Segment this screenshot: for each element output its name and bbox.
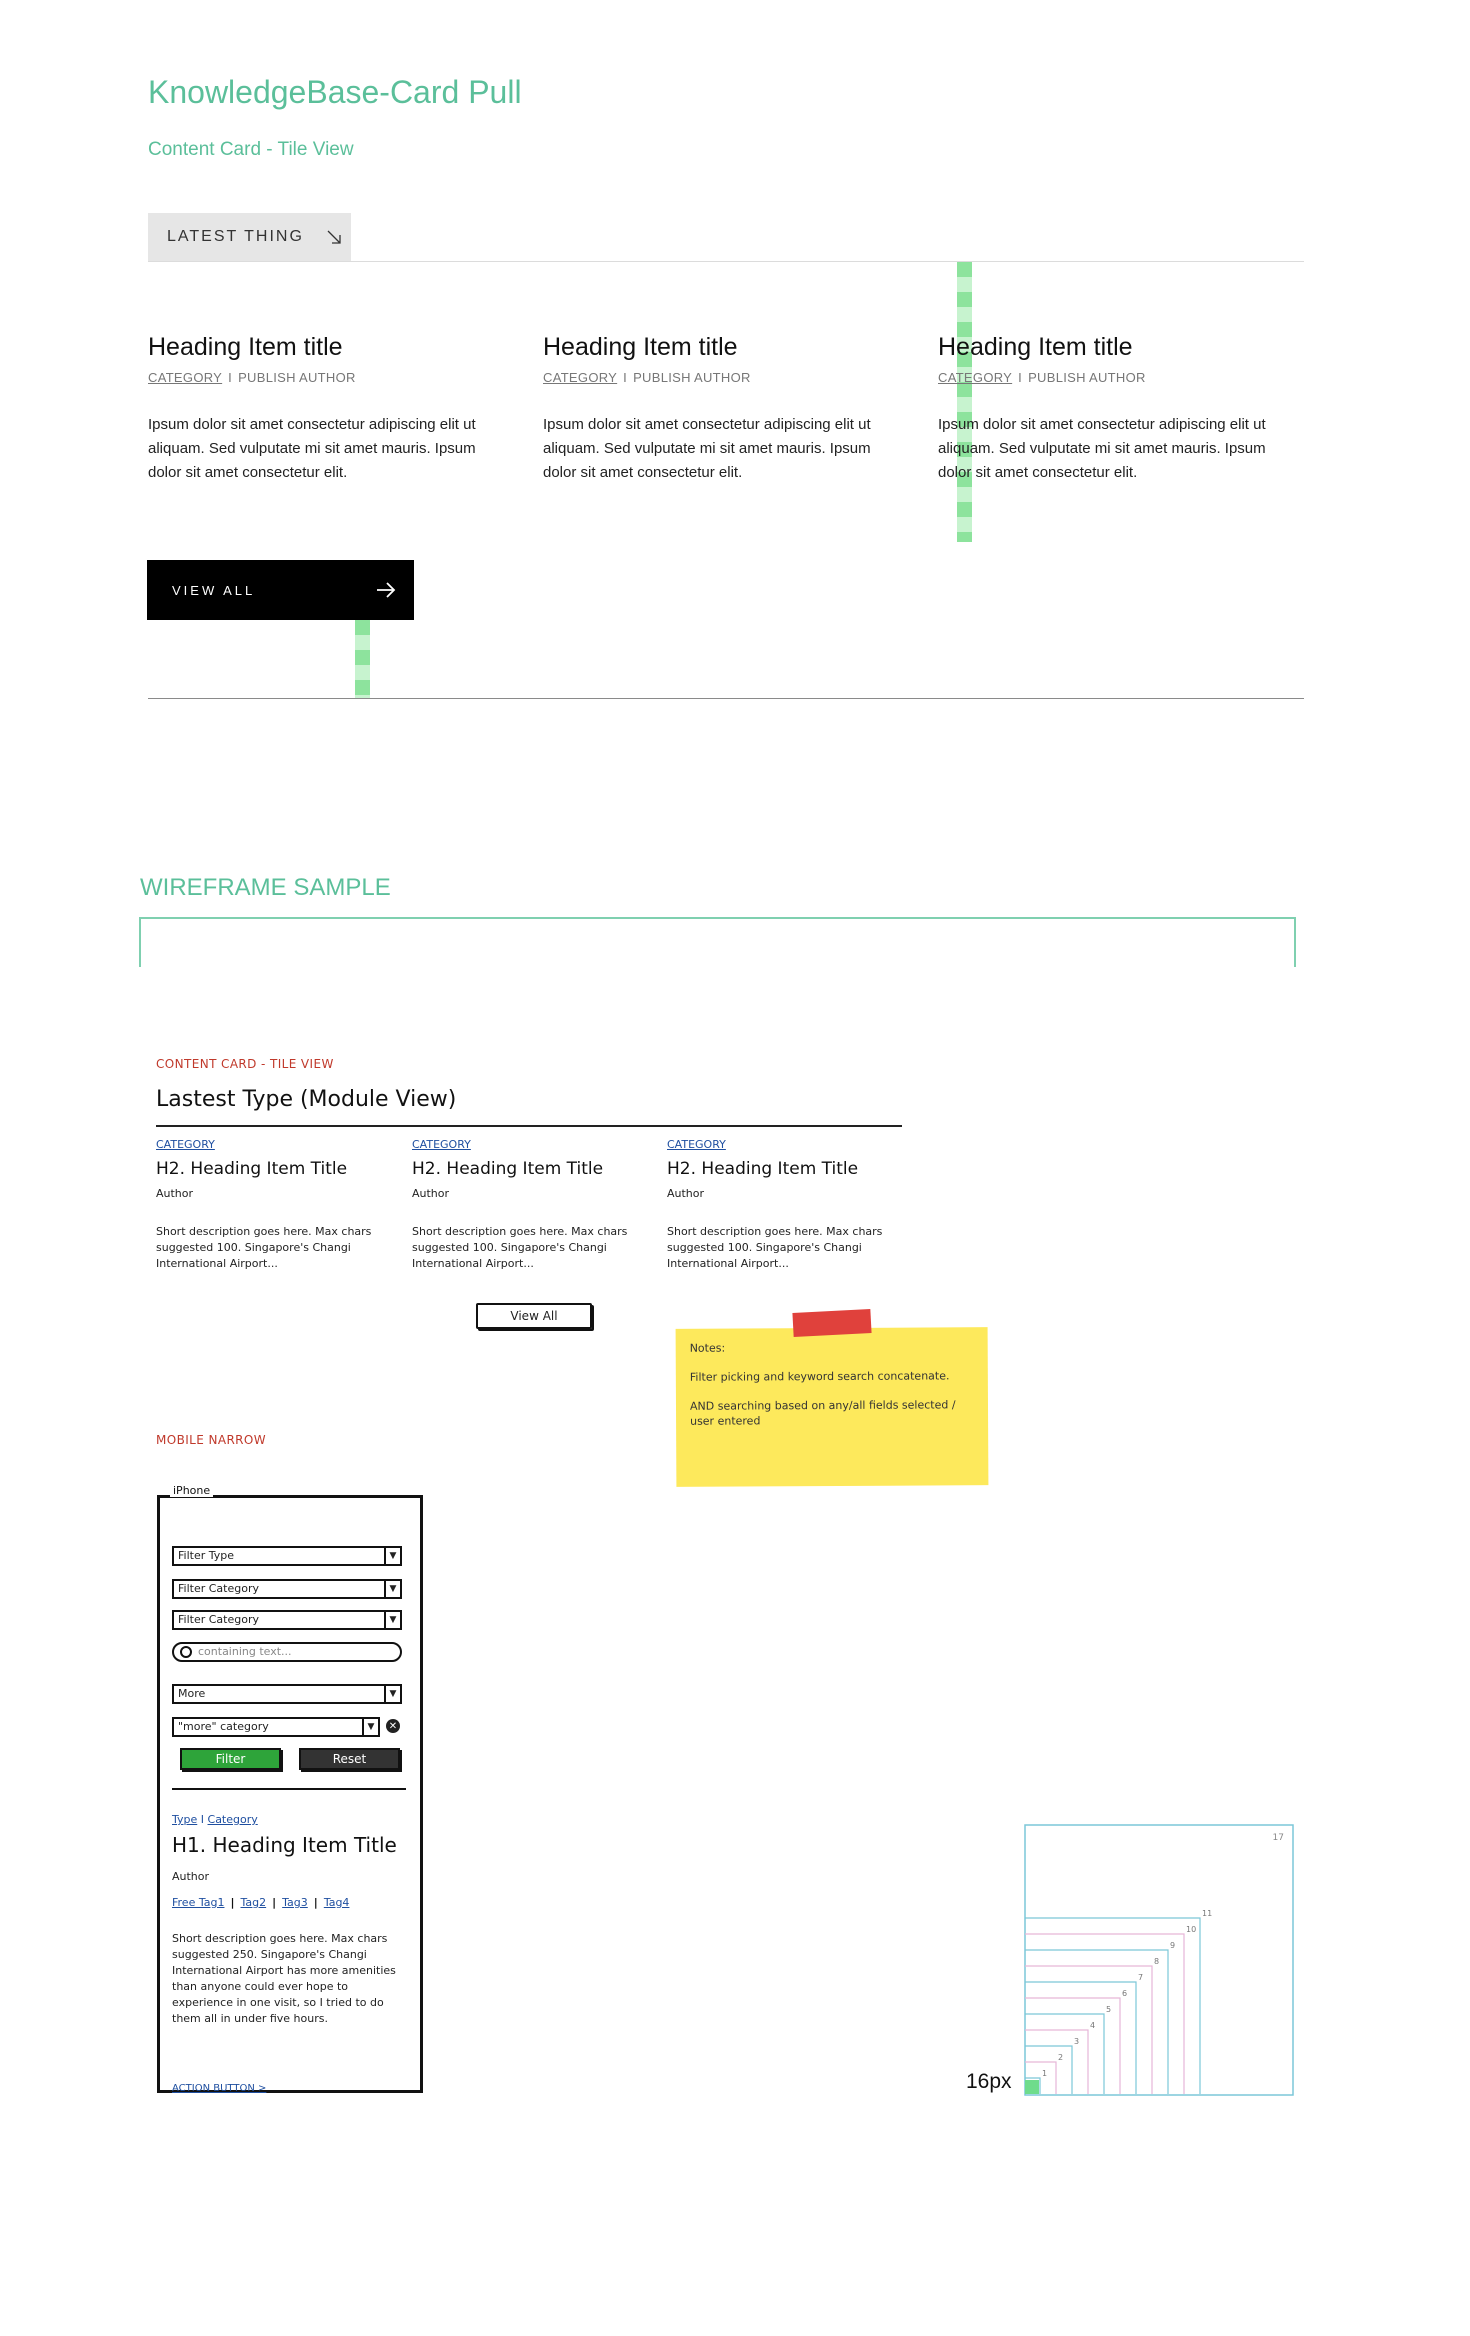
tab-underline (148, 261, 1304, 262)
filter-type-select[interactable] (172, 1546, 402, 1566)
mobile-narrow-label: MOBILE NARROW (156, 1433, 267, 1447)
tab-latest-thing[interactable] (148, 213, 351, 261)
section-divider (148, 698, 1304, 699)
wireframe-card[interactable] (156, 1138, 391, 1272)
chevron-down-icon: ▼ (384, 1548, 400, 1564)
sticky-note (676, 1327, 989, 1487)
scale-step-label: 3 (1074, 2037, 1080, 2046)
card-heading[interactable]: Heading Item title (543, 333, 738, 361)
tag-separator: | (313, 1896, 318, 1909)
wireframe-card-category[interactable]: CATEGORY (412, 1138, 471, 1151)
chevron-down-icon: ▼ (384, 1581, 400, 1597)
select-value: Filter Type (178, 1549, 235, 1562)
scale-step-label: 10 (1186, 1925, 1197, 1934)
select-value: Filter Category (178, 1613, 259, 1626)
content-card[interactable] (543, 333, 903, 485)
card-category-link[interactable]: CATEGORY (148, 370, 223, 385)
arrow-down-right-icon (326, 229, 342, 245)
meta-separator: I (1018, 370, 1023, 385)
scale-step-label: 17 (1272, 1833, 1284, 1843)
spacing-scale (1024, 1824, 1294, 2096)
tag-list (172, 1896, 349, 1909)
card-meta (938, 370, 1298, 385)
phone-heading[interactable]: H1. Heading Item Title (172, 1833, 397, 1857)
breadcrumb-separator: I (200, 1813, 205, 1826)
tag-link[interactable]: Tag4 (323, 1896, 350, 1909)
wireframe-view-all-button[interactable]: View All (476, 1303, 592, 1329)
meta-separator: I (623, 370, 628, 385)
wireframe-card-desc: Short description goes here. Max chars suggested 100. Singapore's Changi International Airport... (667, 1225, 883, 1270)
scale-step-label: 1 (1042, 2069, 1048, 2078)
wireframe-card-category[interactable]: CATEGORY (667, 1138, 726, 1151)
tag-separator: | (272, 1896, 277, 1909)
scale-step-label: 4 (1090, 2021, 1096, 2030)
search-icon (180, 1646, 192, 1658)
card-category-link[interactable]: CATEGORY (543, 370, 618, 385)
card-author: PUBLISH AUTHOR (238, 370, 356, 385)
card-category-link[interactable]: CATEGORY (938, 370, 1013, 385)
select-value: Filter Category (178, 1582, 259, 1595)
scale-unit-swatch (1025, 2080, 1039, 2094)
phone-divider (172, 1788, 406, 1790)
wireframe-card-desc: Short description goes here. Max chars suggested 100. Singapore's Changi International Airport... (156, 1225, 372, 1270)
scale-step-label: 11 (1202, 1909, 1213, 1918)
card-meta (148, 370, 508, 385)
category-link[interactable]: Category (207, 1813, 258, 1826)
note-line: Filter picking and keyword search concatenate. (689, 1369, 950, 1384)
wireframe-title: WIREFRAME SAMPLE (140, 874, 391, 901)
wireframe-frame (139, 917, 1296, 967)
wireframe-card-author: Author (156, 1187, 194, 1200)
phone-desc: Short description goes here. Max chars suggested 250. Singapore's Changi International Airport has more amenities than anyone could ever hope to experience in one visit, so I tried to do them all in under five hours. (172, 1932, 396, 2025)
wireframe-card-heading[interactable]: H2. Heading Item Title (412, 1159, 604, 1179)
content-card[interactable] (938, 333, 1298, 485)
spacing-guide (355, 620, 370, 698)
phone-author: Author (172, 1870, 210, 1883)
wireframe-card-heading[interactable]: H2. Heading Item Title (156, 1159, 348, 1179)
content-card-label: CONTENT CARD - TILE VIEW (156, 1057, 334, 1071)
filter-category-select[interactable] (172, 1610, 402, 1630)
page-subtitle: Content Card - Tile View (148, 139, 354, 160)
scale-step-label: 9 (1170, 1941, 1176, 1950)
wireframe-card-heading[interactable]: H2. Heading Item Title (667, 1159, 859, 1179)
meta-separator: I (228, 370, 233, 385)
wireframe-card-author: Author (412, 1187, 450, 1200)
scale-label: 16px (966, 2070, 1012, 2093)
note-title: Notes: (689, 1341, 726, 1355)
view-all-label: VIEW ALL (172, 582, 256, 598)
content-card[interactable] (148, 333, 508, 485)
scale-step-label: 5 (1106, 2005, 1112, 2014)
scale-step-label: 8 (1154, 1957, 1160, 1966)
card-heading[interactable]: Heading Item title (938, 333, 1133, 361)
card-body: Ipsum dolor sit amet consectetur adipiscing elit ut aliquam. Sed vulputate mi sit amet mauris. Ipsum dolor sit amet consectetur elit. (543, 416, 871, 481)
module-divider (156, 1125, 902, 1127)
type-link[interactable]: Type (172, 1813, 198, 1826)
arrow-right-icon (376, 582, 396, 598)
card-body: Ipsum dolor sit amet consectetur adipiscing elit ut aliquam. Sed vulputate mi sit amet mauris. Ipsum dolor sit amet consectetur elit. (148, 416, 476, 481)
tag-separator: | (230, 1896, 235, 1909)
wireframe-card[interactable] (412, 1138, 647, 1272)
remove-icon[interactable]: ✕ (386, 1719, 400, 1733)
phone-label: iPhone (170, 1484, 213, 1497)
page-title: KnowledgeBase-Card Pull (148, 74, 522, 110)
wireframe-card-category[interactable]: CATEGORY (156, 1138, 215, 1151)
card-meta (543, 370, 903, 385)
wireframe-card-desc: Short description goes here. Max chars suggested 100. Singapore's Changi International Airport... (412, 1225, 628, 1270)
card-author: PUBLISH AUTHOR (1028, 370, 1146, 385)
chevron-down-icon: ▼ (384, 1612, 400, 1628)
tag-link[interactable]: Tag3 (282, 1896, 308, 1909)
filter-button[interactable]: Filter (180, 1748, 281, 1770)
module-heading: Lastest Type (Module View) (156, 1087, 457, 1112)
wireframe-card[interactable] (667, 1138, 902, 1272)
card-body: Ipsum dolor sit amet consectetur adipiscing elit ut aliquam. Sed vulputate mi sit amet mauris. Ipsum dolor sit amet consectetur elit. (938, 416, 1266, 481)
sticky-tape (792, 1309, 871, 1337)
filter-category-select[interactable] (172, 1579, 402, 1599)
phone-breadcrumb (172, 1813, 258, 1826)
chevron-down-icon: ▼ (384, 1686, 400, 1702)
more-select[interactable] (172, 1684, 402, 1704)
search-placeholder: containing text... (198, 1645, 292, 1658)
phone-frame (157, 1495, 423, 2093)
tag-link[interactable]: Free Tag1 (172, 1896, 225, 1909)
card-author: PUBLISH AUTHOR (633, 370, 751, 385)
tag-link[interactable]: Tag2 (240, 1896, 267, 1909)
note-line: AND searching based on any/all fields selected / user entered (689, 1398, 956, 1428)
select-value: More (178, 1687, 206, 1700)
scale-step-label: 2 (1058, 2053, 1064, 2062)
card-heading[interactable]: Heading Item title (148, 333, 343, 361)
search-input[interactable] (172, 1642, 402, 1662)
view-all-button[interactable] (147, 560, 414, 620)
select-value: "more" category (178, 1720, 269, 1733)
scale-step-label: 7 (1138, 1973, 1144, 1982)
scale-step-label: 6 (1122, 1989, 1128, 1998)
reset-button[interactable]: Reset (299, 1748, 400, 1770)
action-button-link[interactable]: ACTION BUTTON > (172, 2083, 267, 2094)
wireframe-card-author: Author (667, 1187, 705, 1200)
chevron-down-icon: ▼ (362, 1719, 378, 1735)
more-category-select[interactable] (172, 1717, 380, 1737)
tab-label: LATEST THING (167, 228, 304, 245)
